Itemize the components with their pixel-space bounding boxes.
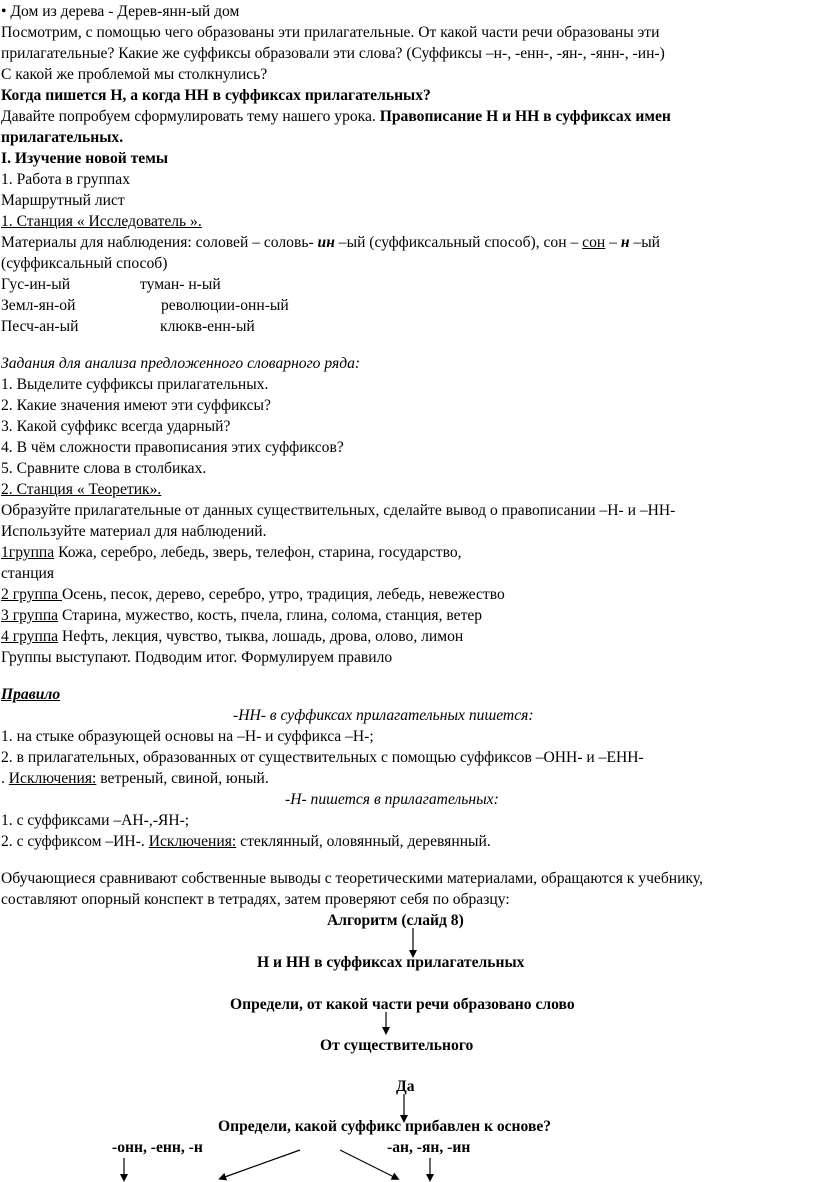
group-words: Кожа, серебро, лебедь, зверь, телефон, старина, государство, — [54, 544, 462, 561]
task-item: 2. Какие значения имеют эти суффиксы? — [1, 397, 271, 414]
rule-item: 1. с суффиксами –АН-,-ЯН-; — [1, 812, 190, 829]
problem-question: Когда пишется Н, а когда НН в суффиксах прилагательных? — [1, 87, 431, 104]
group-words: Нефть, лекция, чувство, тыква, лошадь, дрова, олово, лимон — [58, 628, 464, 645]
suffix-highlight: ин — [317, 234, 335, 251]
algorithm-right-branch: -ан, -ян, -ин — [387, 1139, 471, 1156]
text-line: станция — [1, 565, 55, 582]
text-span: Давайте попробуем сформулировать тему нашего урока. — [1, 108, 380, 125]
text-span: Материалы для наблюдения: соловей – соловь- — [1, 234, 318, 251]
word-left: Земл-ян-ой — [1, 297, 76, 314]
text-span: 2. с суффиксом –ИН-. — [1, 833, 149, 850]
section-heading: I. Изучение новой темы — [1, 150, 169, 167]
station-1-heading: 1. Станция « Исследователь ». — [1, 213, 202, 230]
text-line: Группы выступают. Подводим итог. Формулируем правило — [1, 649, 393, 666]
text-line: Образуйте прилагательные от данных существительных, сделайте вывод о правописании –Н- и –НН- — [1, 502, 676, 519]
exceptions-label: Исключения: — [148, 833, 237, 850]
arrow-left-diagonal — [222, 1150, 300, 1178]
task-item: 1. Выделите суффиксы прилагательных. — [1, 376, 269, 393]
word-right: революции-онн-ый — [161, 297, 289, 314]
text-span: . — [1, 770, 9, 787]
word-left: Гус-ин-ый — [1, 276, 71, 293]
text-span: –ый — [629, 234, 661, 251]
subsection-heading: 1. Работа в группах — [1, 171, 130, 188]
rule-n-title: -Н- пишется в прилагательных: — [285, 791, 499, 808]
text-line: (суффиксальный способ) — [1, 255, 168, 272]
rule-nn-title: -НН- в суффиксах прилагательных пишется: — [233, 707, 534, 724]
group-label: 4 группа — [1, 628, 59, 645]
algorithm-step: Определи, какой суффикс прибавлен к основе? — [218, 1118, 552, 1135]
algorithm-step: Н и НН в суффиксах прилагательных — [257, 954, 525, 971]
root-highlight: сон — [582, 234, 606, 251]
task-item: 5. Сравните слова в столбиках. — [1, 460, 207, 477]
text-span: –ый (суффиксальный способ), сон – — [334, 234, 583, 251]
group-words: Старина, мужество, кость, пчела, глина, солома, станция, ветер — [58, 607, 483, 624]
route-sheet-label: Маршрутный лист — [1, 192, 125, 209]
text-span: ветреный, свиной, юный. — [96, 770, 269, 787]
word-left: Песч-ан-ый — [1, 318, 79, 335]
group-label: 1группа — [1, 544, 55, 561]
group-words: Осень, песок, дерево, серебро, утро, традиция, лебедь, невежество — [62, 586, 505, 603]
group-label: 3 группа — [1, 607, 59, 624]
tasks-heading: Задания для анализа предложенного словарного ряда: — [1, 355, 361, 372]
algorithm-title: Алгоритм (слайд 8) — [327, 912, 464, 929]
text-line: составляют опорный конспект в тетрадях, затем проверяют себя по образцу: — [1, 891, 510, 908]
rule-item: 1. на стыке образующей основы на –Н- и суффикса –Н-; — [1, 728, 374, 745]
intro-line: • Дом из дерева - Дерев-янн-ый дом — [1, 3, 240, 20]
text-span: стеклянный, оловянный, деревянный. — [236, 833, 491, 850]
text-line: Обучающиеся сравнивают собственные выводы с теоретическими материалами, обращаются к учебнику, — [1, 870, 703, 887]
group-label: 2 группа — [1, 586, 62, 603]
text-line: Используйте материал для наблюдений. — [1, 523, 267, 540]
word-right: клюкв-енн-ый — [160, 318, 255, 335]
exceptions-label: Исключения: — [8, 770, 97, 787]
algorithm-left-branch: -онн, -енн, -н — [112, 1139, 203, 1156]
word-right: туман- н-ый — [140, 276, 221, 293]
rule-heading: Правило — [1, 686, 61, 703]
text-line: Посмотрим, с помощью чего образованы эти прилагательные. От какой части речи образованы эти — [1, 24, 660, 41]
text-span: – — [605, 234, 621, 251]
arrow-right-diagonal — [340, 1150, 396, 1178]
algorithm-answer-yes: Да — [396, 1078, 415, 1095]
text-line: С какой же проблемой мы столкнулись? — [1, 66, 268, 83]
rule-item: 2. в прилагательных, образованных от существительных с помощью суффиксов –ОНН- и –ЕНН- — [1, 749, 644, 766]
station-2-heading: 2. Станция « Теоретик». — [1, 481, 162, 498]
task-item: 4. В чём сложности правописания этих суффиксов? — [1, 439, 344, 456]
algorithm-step: От существительного — [320, 1037, 474, 1054]
task-item: 3. Какой суффикс всегда ударный? — [1, 418, 231, 435]
text-line: прилагательные? Какие же суффиксы образовали эти слова? (Суффиксы –н-, -енн-, -ян-, -янн-, -ин-) — [1, 45, 665, 62]
suffix-highlight: н — [620, 234, 630, 251]
lesson-topic: Правописание Н и НН в суффиксах имен — [379, 108, 671, 125]
lesson-topic-end: прилагательных. — [1, 129, 124, 146]
algorithm-step: Определи, от какой части речи образовано слово — [230, 996, 575, 1013]
